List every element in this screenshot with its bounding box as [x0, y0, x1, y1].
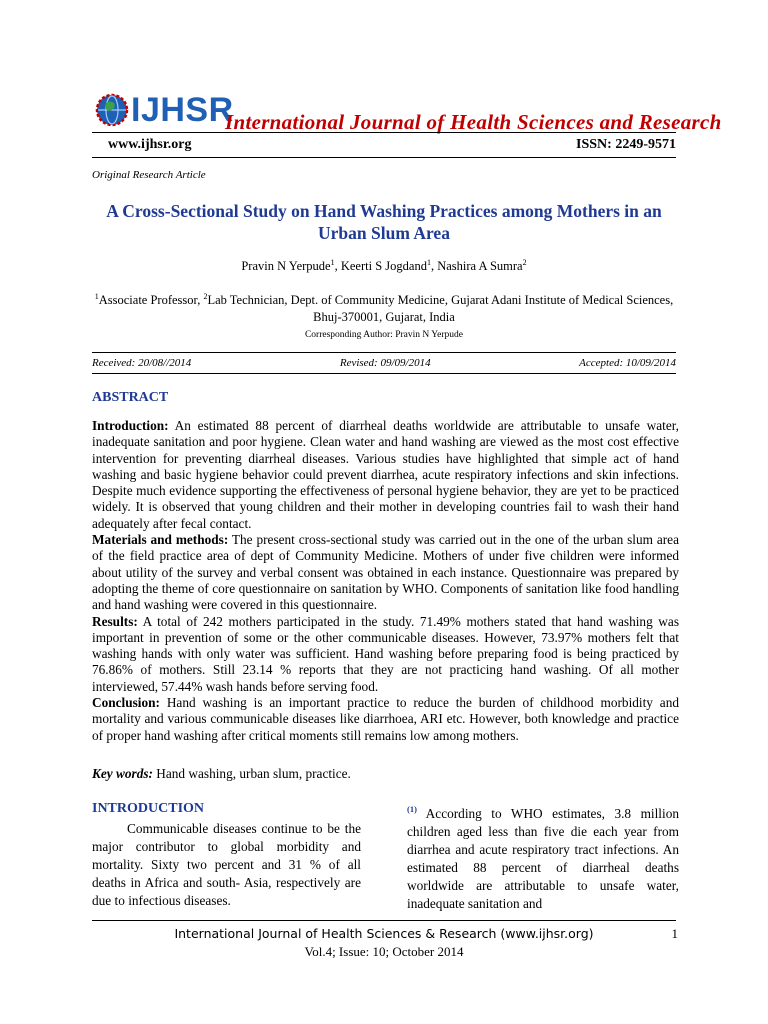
- abstract-conclusion: [92, 695, 679, 744]
- footer-rule: [92, 920, 676, 921]
- globe-icon: [95, 93, 129, 127]
- affiliation-role: Associate Professor,: [98, 293, 204, 308]
- section-text: A total of 242 mothers participated in the study. 71.49% mothers stated that hand washing was important in prevention of some or the other communicable diseases. However, 73.97% mothers felt that washing hands with only water was sufficient. Hand washing before preparing food is being practiced by 76.86% of mothers. Still 23.14 % reports that they are not practicing hand washing. Of all mother interviewed, 57.44% wash hands before serving food.: [92, 613, 679, 694]
- abstract-results: [92, 614, 679, 695]
- citation-link[interactable]: (1): [407, 804, 417, 814]
- section-label: Materials and methods:: [92, 532, 229, 548]
- author-list: Pravin N Yerpude$^1$, Keerti S Jogdand$^1$, Nashira A Sumra$^2$: [241, 258, 527, 274]
- section-label: Conclusion:: [92, 695, 160, 711]
- footer-volume: Vol.4; Issue: 10; October 2014: [304, 944, 464, 959]
- affiliation-sup: 1: [94, 292, 99, 301]
- author-name: Keerti S Jogdand: [340, 259, 427, 274]
- logo-wordmark: IJHSR: [131, 91, 234, 129]
- revised-date: Revised: 09/09/2014: [339, 357, 431, 369]
- journal-title: International Journal of Health Sciences and Research: [225, 110, 722, 134]
- author-name: Pravin N Yerpude: [241, 259, 331, 274]
- article-dates: [92, 357, 676, 369]
- journal-issn: ISSN: 2249-9571: [576, 137, 676, 152]
- section-text: An estimated 88 percent of diarrheal deaths worldwide are attributable to unsafe water, inadequate sanitation and poor hygiene. Clean water and hand washing are viewed as the most cost effective intervention for preventing diarrheal diseases. Various studies have highlighted that simple act of hand washing and basic hygiene behavior could prevent diarrhea, acute respiratory infections and skin infections. Despite much evidence supporting the effectiveness of personal hygiene behavior, they are yet to be practiced widely. It is observed that young children and their mother in developing countries fail to wash their hand adequately after fecal contact.: [92, 418, 679, 531]
- keywords-label: Key words:: [92, 766, 153, 781]
- section-label: Results:: [92, 613, 138, 629]
- author-sup: 1: [330, 258, 335, 267]
- affiliation-text: Lab Technician, Dept. of Community Medicine, Gujarat Adani Institute of Medical Sciences, Bhuj-370001, Gujarat, India: [207, 293, 674, 325]
- introduction-heading: INTRODUCTION: [92, 801, 205, 816]
- abstract-heading: ABSTRACT: [92, 390, 169, 405]
- header-rule: [92, 132, 676, 133]
- author-sup: 1: [426, 258, 431, 267]
- section-label: Introduction:: [92, 418, 169, 433]
- article-type: Original Research Article: [92, 169, 206, 181]
- affiliation: [92, 288, 676, 326]
- dates-rule-bottom: [92, 373, 676, 374]
- header-rule-bottom: [92, 157, 676, 158]
- keywords-text: Hand washing, urban slum, practice.: [152, 766, 351, 781]
- affiliation-sup: 2: [203, 292, 208, 301]
- introduction-left-column: [92, 820, 361, 910]
- author-sup: 2: [522, 258, 527, 267]
- abstract-methods: [92, 532, 679, 613]
- keywords: [92, 766, 351, 782]
- intro-paragraph-right: [407, 800, 679, 913]
- accepted-date: Accepted: 10/09/2014: [579, 357, 676, 369]
- intro-paragraph: Communicable diseases continue to be the major contributor to global morbidity and mortality. Sixty two percent and 31 % of all deaths in Africa and south- Asia, respectively are due to infectious diseases.: [92, 821, 361, 908]
- footer-journal: International Journal of Health Sciences & Research (www.ijhsr.org): [174, 926, 594, 941]
- dates-rule: [92, 352, 676, 353]
- page-number: 1: [671, 926, 678, 941]
- abstract-body: [92, 418, 679, 744]
- introduction-right-column: [407, 800, 679, 913]
- received-date: Received: 20/08//2014: [92, 357, 192, 369]
- article-title: A Cross-Sectional Study on Hand Washing Practices among Mothers in an Urban Slum Area: [106, 201, 662, 243]
- section-text: The present cross-sectional study was carried out in the one of the urban slum area of the field practice area of dept of Community Medicine. Mothers of under five children were informed about utility of the survey and verbal consent was obtained in each instance. Questionnaire was prepared by adopting the theme of core questionnaire on sanitation by WHO. Components of sanitation like food handling and hand washing were covered in this questionnaire.: [92, 532, 679, 613]
- journal-logo: [95, 88, 234, 132]
- corresponding-author: Corresponding Author: Pravin N Yerpude: [304, 330, 464, 340]
- journal-website: www.ijhsr.org: [108, 137, 192, 152]
- abstract-introduction: [92, 418, 679, 532]
- author-name: Nashira A Sumra: [437, 259, 523, 274]
- intro-text-right: According to WHO estimates, 3.8 million children aged less than five die each year from diarrhea and acute respiratory tract infections. An estimated 88 percent of diarrheal deaths worldwide are attributable to unsafe water, inadequate sanitation and: [407, 806, 679, 911]
- section-text: Hand washing is an important practice to reduce the burden of childhood morbidity and mortality and various communicable diseases like diarrhoea, ARI etc. However, both knowledge and practice of proper hand washing after critical moments still remains low among mothers.: [92, 695, 679, 743]
